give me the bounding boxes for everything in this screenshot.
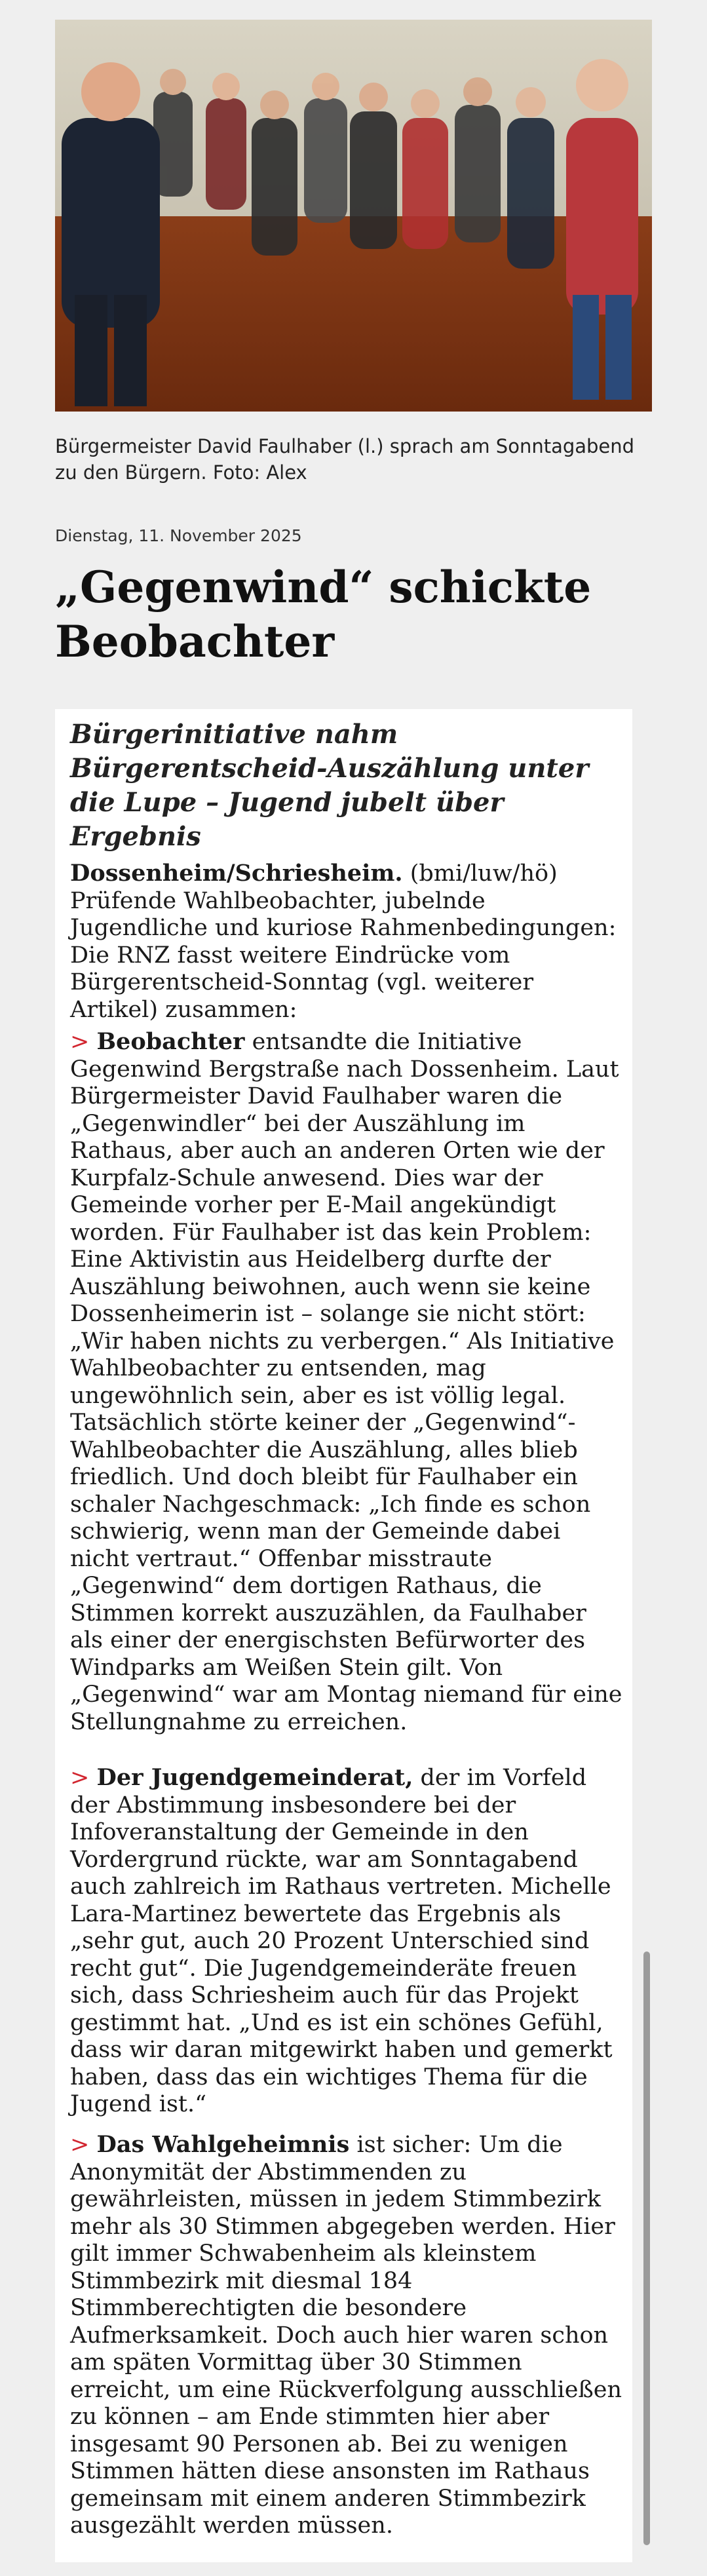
photo-illustration [55, 20, 652, 412]
publish-date: Dienstag, 11. November 2025 [55, 526, 302, 545]
section-lead: Der Jugendgemeinderat, [96, 1764, 413, 1791]
section-lead: Beobachter [96, 1028, 245, 1055]
vertical-scrollbar[interactable] [643, 1951, 650, 2545]
section-marker-icon: > [70, 2132, 90, 2158]
section-marker-icon: > [70, 1765, 90, 1791]
section-beobachter [70, 1028, 624, 1736]
section-lead: Das Wahlgeheimnis [96, 2131, 350, 2158]
section-text: entsandte die Initiative Gegenwind Bergstraße nach Dossenheim. Laut Bürgermeister David Faulhaber waren die „Gegenwindler“ bei der Auszählung im Rathaus, aber auch an anderen Orten wie der Kurpfalz-Schule anwesend. Dies war der Gemeinde vorher per E-Mail angekündigt worden. Für Faulhaber ist das kein Problem: Eine Aktivistin aus Heidelberg durfte der Auszählung beiwohnen, auch wenn sie keine Dossenheimerin ist – solange sie nicht stört: „Wir haben nichts zu verbergen.“ Als Initiative Wahlbeobachter zu entsenden, mag ungewöhnlich sein, aber es ist völlig legal. Tatsächlich störte keiner der „Gegenwind“-Wahlbeobachter die Auszählung, alles blieb friedlich. Und doch bleibt für Faulhaber ein schaler Nachgeschmack: „Ich finde es schon schwierig, wenn man der Gemeinde dabei nicht vertraut.“ Offenbar misstraute „Gegenwind“ dem dortigen Rathaus, die Stimmen korrekt auszuzählen, da Faulhaber als einer der energischsten Befürworter des Windparks am Weißen Stein gilt. Von „Gegenwind“ war am Montag niemand für eine Stellungnahme zu erreichen. [70, 1029, 622, 1735]
intro-paragraph [70, 860, 624, 1024]
article-subtitle: Bürgerinitiative nahm Bürgerentscheid-Auszählung unter die Lupe – Jugend jubelt über Ergebnis [70, 719, 589, 852]
section-jugendgemeinderat [70, 1764, 624, 2119]
section-marker-icon: > [70, 1029, 90, 1055]
photo-caption: Bürgermeister David Faulhaber (l.) sprach am Sonntagabend zu den Bürgern. Foto: Alex [55, 435, 635, 484]
section-text: ist sicher: Um die Anonymität der Abstimmenden zu gewährleisten, müssen in jedem Stimmbezirk mehr als 30 Stimmen abgegeben werden. Hier gilt immer Schwabenheim als kleinstem Stimmbezirk mit diesmal 184 Stimmberechtigten die besondere Aufmerksamkeit. Doch auch hier waren schon am späten Vormittag über 30 Stimmen erreicht, um eine Rückverfolgung ausschließen zu können – am Ende stimmten hier aber insgesamt 90 Personen ab. Bei zu wenigen Stimmen hätten diese ansonsten im Rathaus gemeinsam mit einem anderen Stimmbezirk ausgezählt werden müssen. [70, 2132, 622, 2539]
article-body [55, 709, 632, 2562]
intro-text: (bmi/luw/hö) Prüfende Wahlbeobachter, jubelnde Jugendliche und kuriose Rahmenbedingungen: Die RNZ fasst weitere Eindrücke vom Bürgerentscheid-Sonntag (vgl. weiterer Artikel) zusammen: [70, 860, 617, 1023]
section-wahlgeheimnis [70, 2131, 624, 2540]
article-title: „Gegenwind“ schickte Beobachter [55, 562, 592, 667]
section-text: der im Vorfeld der Abstimmung insbesondere bei der Infoveranstaltung der Gemeinde in den Vordergrund rückte, war am Sonntagabend auch zahlreich im Rathaus vertreten. Michelle Lara-Martinez bewertete das Ergebnis als „sehr gut, auch 20 Prozent Unterschied sind recht gut“. Die Jugendgemeinderäte freuen sich, dass Schriesheim auch für das Projekt gestimmt hat. „Und es ist ein schönes Gefühl, dass wir daran mitgewirkt haben und gemerkt haben, dass das ein wichtiges Thema für die Jugend ist.“ [70, 1765, 613, 2117]
article-photo [55, 20, 652, 412]
intro-lead: Dossenheim/Schriesheim. [70, 860, 403, 887]
